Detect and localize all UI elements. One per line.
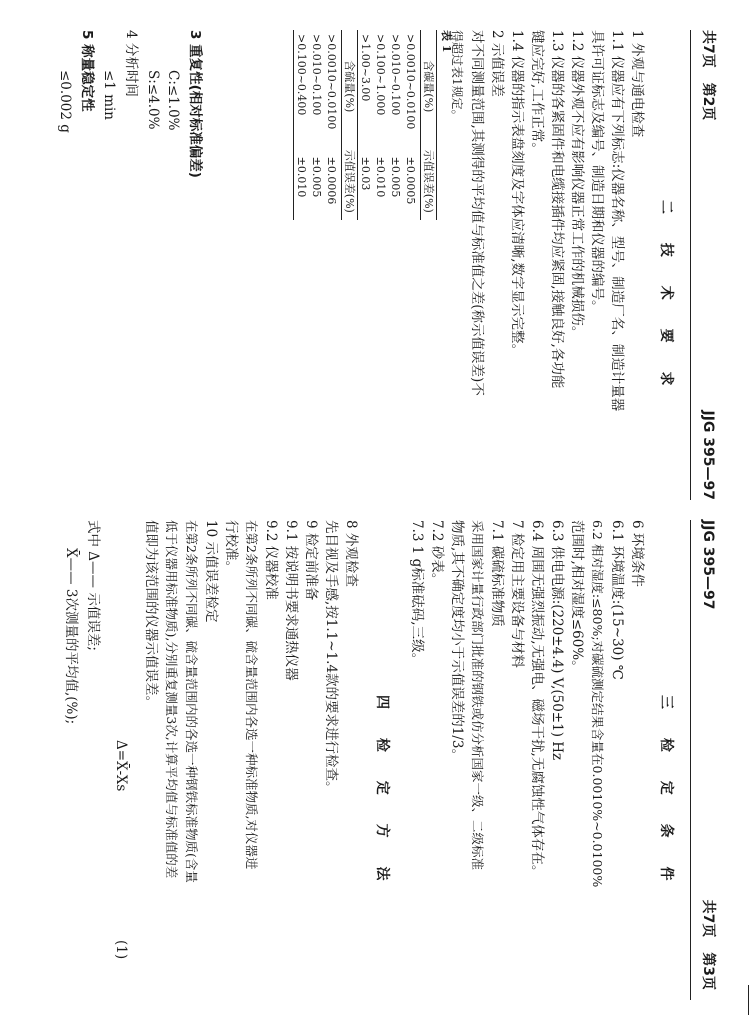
table-subheader-row (342, 30, 358, 220)
text-line: 6 环境条件 (629, 520, 645, 587)
table-cell: >0.0010~0.0100 (324, 30, 342, 143)
table-cell: >0.010~0.100 (310, 34, 323, 116)
table-cell: >1.00~3.00 (359, 34, 372, 102)
text-line: 得超过表1规定。 (450, 30, 464, 122)
text-line: 4 分析时间 (123, 30, 139, 97)
text-line: 1.2 仪器外观不应有影响仪器正常工作的机械损伤。 (569, 30, 585, 340)
table-cell: ±0.0006 (324, 143, 342, 220)
text-line: 7.1 碳硫标准物质 (489, 520, 505, 627)
text-line: 采用国家计量行政部门批准的钢铁或仿分析国家一级、二级标准 (470, 520, 485, 871)
text-line: 6.1 环境温度:(15~30) ℃ (609, 520, 625, 680)
page-header (690, 520, 715, 1000)
header-total-pages: 共7页 (700, 899, 716, 938)
text-line: 2 示值误差 (489, 30, 505, 97)
text-line: 值即为该范围的仪器示值误差。 (143, 520, 159, 709)
text-line: 7 检定用主要设备与材料 (509, 520, 525, 668)
formula-number: (1) (113, 940, 129, 960)
text-line: 9 检定前准备 (303, 520, 319, 601)
table-cell: ±0.010 (295, 156, 308, 198)
text-line: 1.1 仪器应有下列标志:仪器名称、型号、制造厂名、制造计量器 (609, 30, 625, 412)
table-row (309, 30, 324, 220)
table-row (403, 30, 421, 220)
text-line: 物质,其不确定度均小于示值误差的1/3。 (449, 520, 465, 763)
text-line: 3 重复性(相对标准偏差) (187, 30, 203, 178)
section-title: 二 技 术 要 求 (658, 200, 674, 398)
table-row (294, 30, 309, 220)
header-standard-code: JJG 395—97 (700, 520, 716, 610)
text-line: 5 称量稳定性 (79, 30, 95, 112)
text-line: 7.3 1 g标准砝码,三级。 (409, 520, 425, 667)
text-line: 1 外观与通电检查 (629, 30, 645, 138)
table-header: 含硫量(%) (342, 30, 358, 143)
table-cell: ±0.03 (359, 156, 372, 191)
text-line: 9.2 仪器校准 (263, 520, 279, 600)
text-line: 9.1 按说明书要求通热仪器 (283, 520, 299, 681)
text-line: 1.3 仪器的各紧固件和电缆接插件均应紧固,接触良好,各功能 (549, 30, 565, 389)
page-header (690, 30, 715, 500)
text-line: 范围时,相对湿度≤60%。 (569, 520, 585, 674)
text-line: 式中 Δ—— 示值误差; (85, 520, 101, 651)
page-3 (0, 520, 751, 1000)
header-standard-code: JJG 395—97 (700, 410, 716, 500)
text-line: 键应完好,工作正常。 (529, 30, 545, 156)
header-page-number: 第2页 (700, 82, 716, 121)
text-line: 1.4 仪器的指示表盘刻度及字体应清晰,数字显示完整。 (509, 30, 525, 358)
table-cell: ±0.0005 (404, 156, 417, 205)
text-line: 6.2 相对湿度:≤80%;对碳硫测定结果含量在0.0010%~0.0100% (590, 520, 605, 888)
text-line: S:≤4.0% (145, 70, 161, 130)
table-header: 含碳量(%) (421, 30, 437, 143)
table-row (358, 30, 374, 220)
text-line: 8 外观检查 (343, 520, 359, 587)
table-cell: >0.100~0.400 (295, 34, 308, 116)
formula: Δ=X̄-Xs (113, 740, 129, 792)
page-2 (0, 30, 751, 500)
text-line: 行校准。 (223, 520, 239, 574)
section-title: 三 检 定 条 件 (658, 695, 674, 893)
text-line: 在第2条所列不同碳、硫含量范围内各选一种标准物质,对仪器进 (244, 520, 259, 870)
text-line: 7.2 砂表。 (429, 520, 445, 587)
table-1 (293, 30, 453, 220)
text-line: X̄—— 3次测量的平均值,(%); (63, 548, 79, 725)
table-cell: >0.010~0.100 (389, 34, 402, 116)
table-header: 示值误差(%) (342, 143, 358, 220)
text-line: ≤0.002 g (57, 70, 73, 133)
text-line: 对不同测量范围,其测得的平均值与标准值之差(称示值误差)不 (469, 30, 485, 396)
text-line: 10 示值误差检定 (203, 520, 219, 623)
table-cell: >0.0010~0.0100 (404, 34, 417, 130)
table-header: 示值误差(%) (421, 143, 437, 220)
text-line: 低于仪器用标准物质),分别重复测量3次,计算平均值与标准值的差 (164, 520, 179, 879)
table-caption: 表 1 (440, 30, 453, 53)
text-line: 具许可证标志及编号、制造日期和仪器的编号。 (589, 30, 605, 314)
table-row (373, 30, 388, 220)
text-line: 6.4 周围无强烈振动,无强电、磁场干扰,无腐蚀性气体存在。 (529, 520, 545, 879)
scan-edge-mark (748, 985, 749, 1015)
table-cell: >0.100~1.000 (374, 34, 387, 116)
table-row (388, 30, 403, 220)
table-row (324, 30, 342, 220)
table-cell: ±0.010 (374, 156, 387, 198)
text-line: 先目视及手感,按1.1~1.4款的要求进行检查。 (323, 520, 339, 795)
header-total-pages: 共7页 (700, 30, 716, 68)
header-page-number: 第3页 (700, 952, 716, 990)
section-title: 四 检 定 方 法 (374, 695, 390, 893)
text-line: 在第2条所列不同碳、硫含量范围内的各选一种钢铁标准物质(含量 (184, 520, 199, 883)
table-cell: ±0.005 (389, 156, 402, 198)
text-line: 6.3 供电电源:(220±4.4) V,(50±1) Hz (549, 520, 565, 761)
text-line: ≤1 min (101, 70, 117, 121)
text-line: C:≤1.0% (165, 70, 181, 131)
table-cell: ±0.005 (310, 156, 323, 198)
